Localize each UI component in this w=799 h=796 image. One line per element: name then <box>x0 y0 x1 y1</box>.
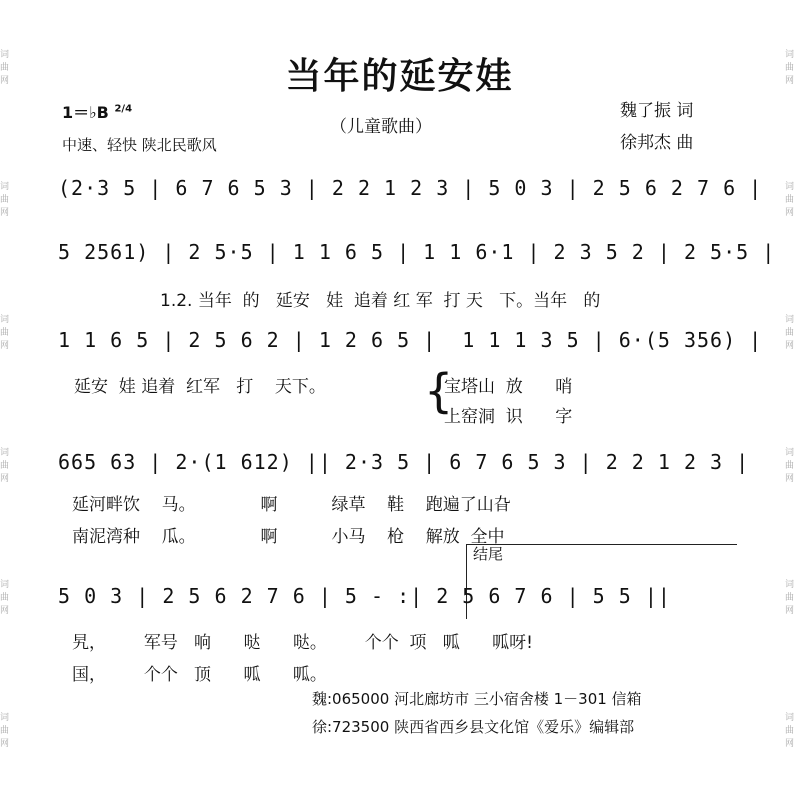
lyrics-line-3b: 南泥湾种 瓜。 啊 小马 枪 解放 全中 <box>72 527 505 547</box>
address-lyricist: 魏:065000 河北廊坊市 三小宿舍楼 1－301 信箱 <box>312 690 642 708</box>
notation-row-2: 5 2561) | 2 5·5 | 1 1 6 5 | 1 1 6·1 | 2 3 5 2 | 2 5·5 | <box>58 240 776 264</box>
notation-row-5: 5 0 3 | 2 5 6 2 7 6 | 5 - :| 2 5 6 7 6 | 5 5 || <box>58 584 671 608</box>
lyrics-line-3a: 延河畔饮 马。 啊 绿草 鞋 跑遍了山旮 <box>72 495 511 515</box>
notation-row-1: (2·3 5 | 6 7 6 5 3 | 2 2 1 2 3 | 5 0 3 | 2 5 6 2 7 6 | <box>58 176 763 200</box>
lyrics-line-2: 延安 娃 追着 红军 打 天下。 <box>74 377 326 397</box>
notation-row-4: 665 63 | 2·(1 612) || 2·3 5 | 6 7 6 5 3 | 2 2 1 2 3 | <box>58 450 750 474</box>
lyrics-line-4a: 旯， 军号 响 哒 哒。 个个 项 呱 呱呀! <box>72 633 533 653</box>
lyrics-line-1: 1.2. 当年 的 延安 娃 追着 红 军 打 天 下。当年 的 <box>160 291 601 311</box>
lyrics-verse-1a: 宝塔山 放 哨 <box>444 377 573 397</box>
lyrics-line-4b: 国， 个个 顶 呱 呱。 <box>72 665 327 685</box>
song-title: 当年的延安娃 <box>285 56 514 97</box>
lyrics-verse-2a: 上窑洞 识 字 <box>444 407 573 427</box>
address-composer: 徐:723500 陕西省西乡县文化馆《爱乐》编辑部 <box>312 718 635 736</box>
song-subtitle: （儿童歌曲） <box>330 117 432 137</box>
key-signature: 1＝♭B $^{2/4}$ <box>62 103 133 122</box>
tempo-marking: 中速、轻快 陕北民歌风 <box>62 136 217 154</box>
watermark-right: 词曲网 词曲网 词曲网 词曲网 词曲网 词曲网 <box>785 49 795 750</box>
notation-row-3: 1 1 6 5 | 2 5 6 2 | 1 2 6 5 | 1 1 1 3 5 | 6·(5 356) | <box>58 328 763 352</box>
composer-credit: 徐邦杰 曲 <box>620 133 694 153</box>
ending-bracket: 结尾 <box>466 544 737 619</box>
watermark-left: 词曲网 词曲网 词曲网 词曲网 词曲网 词曲网 <box>0 49 10 750</box>
verse-brace: { <box>424 364 454 418</box>
lyricist-credit: 魏了振 词 <box>620 101 694 121</box>
